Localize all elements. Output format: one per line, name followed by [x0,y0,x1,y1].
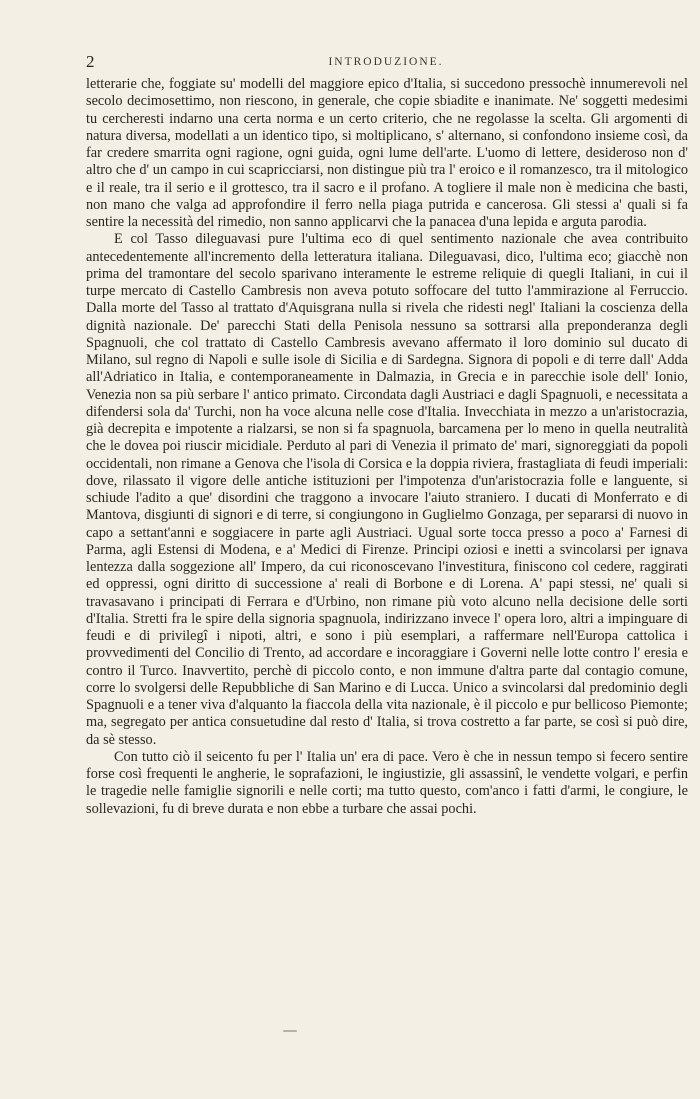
paragraph: Con tutto ciò il seicento fu per l' Italia un' era di pace. Vero è che in nessun tempo si fecero sentire forse così frequenti le angherie, le soprafazioni, le ingiustizie, gli assassinî, le vendette volgari, e perfin le tragedie nelle famiglie signorili e nelle corti; ma tutto questo, com'anco i fatti d'armi, le congiure, le sollevazioni, fu di breve durata e non ebbe a turbare che assai pochi. [86,748,688,817]
paragraph: E col Tasso dileguavasi pure l'ultima eco di quel sentimento nazionale che avea contribuito antecedentemente all'incremento della letteratura italiana. Dileguavasi, dico, l'ultima eco; giacchè non prima del tramontare del secolo sparivano interamente le estreme reliquie di quegli Italiani, in cui il turpe mercato di Castello Cambresis non aveva potuto soffocare del tutto l'ammirazione al Ferruccio. Dalla morte del Tasso al trattato d'Aquisgrana nulla si rivela che ridesti negl' Italiani la coscienza della dignità nazionale. De' parecchi Stati della Penisola nessuno sa sottrarsi alla preponderanza degli Spagnuoli, che col trattato di Castello Cambresis avevano affermato il loro dominio sul ducato di Milano, sul regno di Napoli e sulle isole di Sicilia e di Sardegna. Signora di popoli e di terre dall' Adda all'Adriatico in Italia, e contemporaneamente in Dalmazia, in Grecia e in parecchie isole dell' Ionio, Venezia non sa più serbare l' antico primato. Circondata dagli Austriaci e dagli Spagnuoli, e necessitata a difendersi sola da' Turchi, non ha voce alcuna nelle cose d'Italia. Invecchiata in mezzo a un'aristocrazia, già decrepita e impotente a rialzarsi, se non si fa spagnuola, barcamena per lo meno in quella neutralità che le dovea poi riuscir micidiale. Perduto al pari di Venezia il primato de' mari, signoreggiati da popoli occidentali, non rimane a Genova che l'isola di Corsica e la doppia riviera, frastagliata di feudi imperiali: dove, rilassato il vigore delle antiche istituzioni per l'impotenza d'un'aristocrazia folle e languente, si schiude l'adito a que' disordini che traggono a invocare l'aiuto straniero. I ducati di Monferrato e di Mantova, disgiunti di signori e di terre, si congiungono in Guglielmo Gonzaga, per separarsi di nuovo in capo a settant'anni e soggiacere in parte agli Austriaci. Ugual sorte tocca presso a poco a' Farnesi di Parma, agli Estensi di Modena, e a' Medici di Firenze. Principi oziosi e inetti a svincolarsi per ignava lentezza dalla soggezione all' Impero, da cui riconoscevano l'investitura, finiscono col cedere, raggirati ed oppressi, ogni diritto di successione a' reali di Borbone e di Lorena. A' papi stessi, ne' quali si travasavano i principati di Ferrara e d'Urbino, non rimane più voto alcuno nella decisione delle sorti d'Italia. Stretti fra le spire della signoria spagnuola, indirizzano invece l' opera loro, altri a impinguare di feudi e di privilegî i nipoti, altri, e sono i più esemplari, a raffermare nell'Europa cattolica i provvedimenti del Concilio di Trento, ad accordare e incoraggiare i Governi nelle lotte contro l' eresia e contro il Turco. Inavvertito, perchè di piccolo conto, e non immune d'altra parte dal contagio comune, corre lo svolgersi delle Repubbliche di San Marino e di Lucca. Unico a svincolarsi dal predominio degli Spagnuoli e a tener viva d'alquanto la fiaccola della vita nazionale, è il piccolo e pur bellicoso Piemonte; ma, segregato per antica consuetudine dal resto d' Italia, si trova costretto a far parte, se così si può dire, da sè stesso. [86,231,688,748]
running-head [86,52,686,74]
print-mark [283,1030,297,1032]
paragraph-continued: letterarie che, foggiate su' modelli del maggiore epico d'Italia, si succedono pressochè innumerevoli nel secolo decimosettimo, non riescono, in generale, che copie sbiadite e inanimate. Ne' soggetti medesimi tu cercheresti indarno una certa norma e un certo criterio, che ne regolasse la scelta. Gli argomenti di natura diversa, modellati a un identico tipo, si moltiplicano, s' alternano, si confondono insieme così, da far credere smarrita ogni ragione, ogni guida, ogni lume dell'arte. L'uomo di lettere, desideroso non d' altro che d' un campo in cui scapricciarsi, non distingue più tra l' eroico e il romanzesco, tra il mitologico e il reale, tra il serio e il grottesco, tra il sacro e il profano. A togliere il male non è medicina che basti, non mano che valga ad approfondire il ferro nella piaga putrida e cancerosa. Gli stessi a' quali si fa sentire la necessità del rimedio, non sanno applicarvi che la panacea d'una lepida e arguta parodia. [86,76,688,230]
page-number: 2 [86,52,95,71]
body-text [86,76,688,818]
running-head-title: INTRODUZIONE. [328,56,444,68]
